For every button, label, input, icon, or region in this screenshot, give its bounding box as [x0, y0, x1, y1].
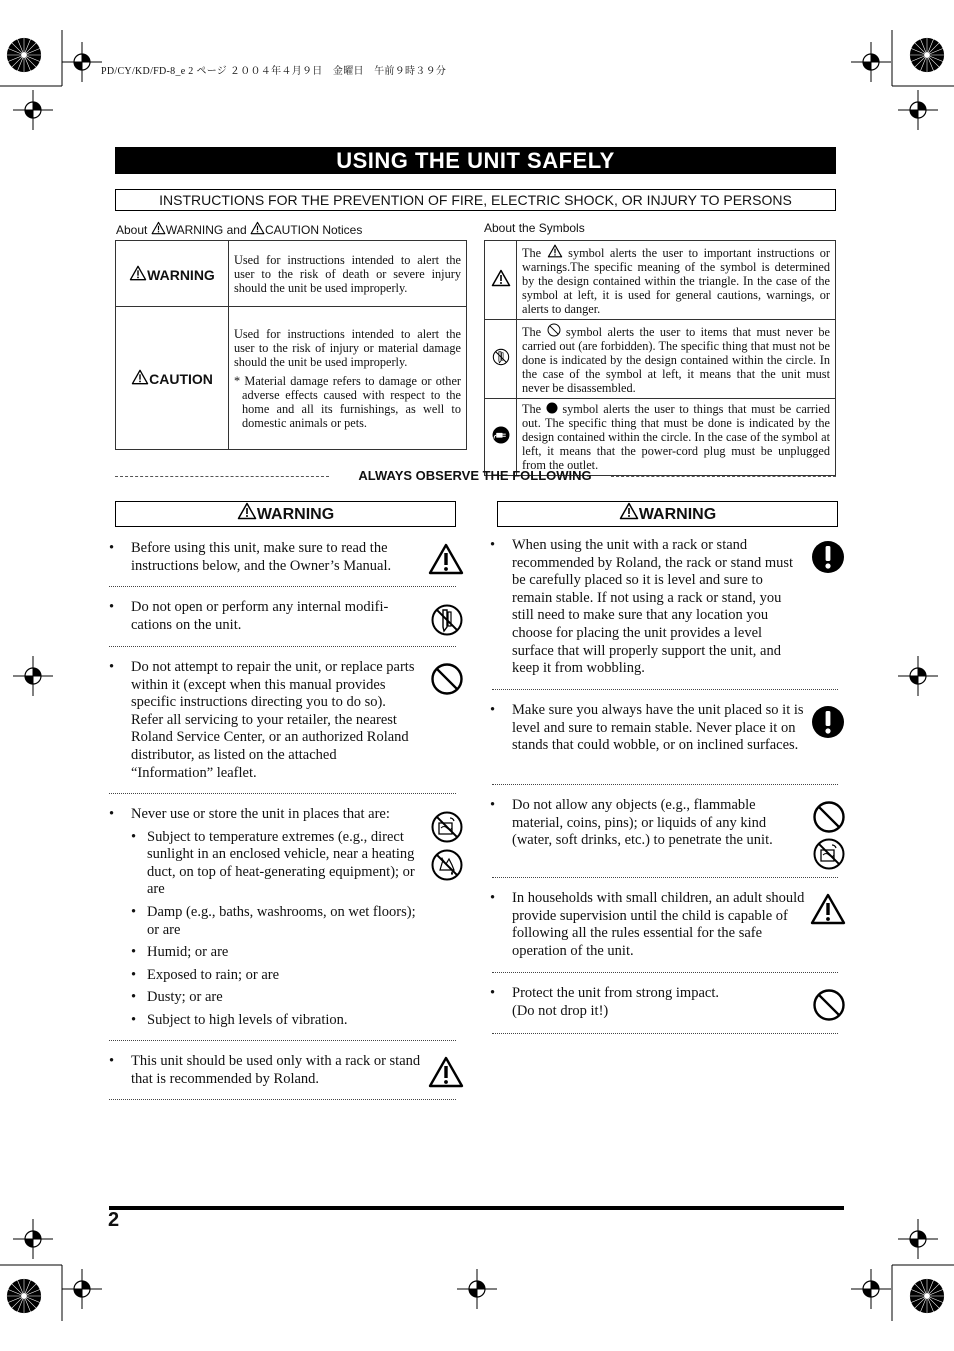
- no-disassemble-icon: [430, 603, 464, 637]
- symbol-description-1: [517, 241, 836, 320]
- symbol-description-2: [517, 320, 836, 399]
- page-title: USING THE UNIT SAFELY: [115, 147, 836, 174]
- symbol-text: symbol alerts the user to important instructions or warnings.The specific meaning of the symbol is determined by the design contained within the triangle. In the case of the symbol at left, it is used for general cautions, warnings, or alerts to danger.: [522, 246, 831, 316]
- caution-label-cell: [116, 307, 229, 450]
- item-text: Make sure you always have the unit placed so it is level and sure to remain stable. Never place it on stands that could wobble, or on inclined surfaces.: [512, 702, 804, 754]
- symbol-cell-2: [485, 320, 517, 399]
- item-text: Never use or store the unit in places that are:: [131, 806, 390, 822]
- right-warning-heading: [497, 501, 838, 527]
- notices-table: [115, 240, 467, 450]
- sub-item: • Subject to high levels of vibration.: [131, 1011, 348, 1028]
- mandatory-dot-icon: [546, 402, 558, 414]
- sub-item-text: Subject to temperature extremes (e.g., direct sunlight in an enclosed vehicle, near a heating duct, on top of heat-generating equipment); or are: [147, 828, 415, 898]
- triangle-alert-icon: [250, 221, 265, 235]
- about-suffix: Notices: [322, 223, 363, 237]
- triangle-alert-icon: [619, 502, 639, 520]
- caution-label: CAUTION: [149, 371, 213, 387]
- mandatory-icon: [811, 705, 845, 739]
- sub-item-text: Dusty; or are: [147, 989, 223, 1006]
- triangle-alert-icon: [547, 244, 563, 258]
- caution-description: Used for instructions intended to alert the user to the risk of injury or material damage should the unit be used improperly.: [234, 326, 461, 369]
- caution-note: * Material damage refers to damage or other adverse effects caused with respect to the home and all its furnishings, as well to domestic animals or pets.: [234, 373, 461, 430]
- item-text: When using the unit with a rack or stand recommended by Roland, the rack or stand must be carefully placed so it is level and sure to remain stable. If not using a rack or stand, you still need to make sure that any location you choose for placing the unit provides a level surface that will properly support the unit, and keep it from wobbling.: [512, 537, 794, 677]
- triangle-alert-icon: [131, 369, 149, 385]
- mandatory-icon: [811, 540, 845, 574]
- triangle-alert-icon: [237, 502, 257, 520]
- triangle-alert-icon: [810, 893, 846, 925]
- item-body: [512, 985, 806, 1020]
- sub-item: • Damp (e.g., baths, washrooms, on wet floors); or are: [131, 903, 416, 938]
- always-observe-heading: ALWAYS OBSERVE THE FOLLOWING: [358, 468, 592, 483]
- item-text: In households with small children, an adult should provide supervision until the child is capable of following all the rules essential for the safe operation of the unit.: [512, 890, 805, 959]
- item-text: Do not allow any objects (e.g., flammable material, coins, pins); or liquids of any kind (water, soft drinks, etc.) to penetrate the unit.: [512, 797, 773, 849]
- prohibited-icon: [547, 323, 561, 337]
- symbol-the: The: [522, 325, 542, 339]
- sub-item: • Dusty; or are: [131, 989, 223, 1006]
- symbol-cell-1: [485, 241, 517, 320]
- sub-item: • Subject to temperature extremes (e.g., direct sunlight in an enclosed vehicle, near a heating duct, on top of heat-generating equipment); or are: [131, 828, 415, 898]
- item-text: This unit should be used only with a rack or stand that is recommended by Roland.: [131, 1053, 421, 1087]
- warning-description: Used for instructions intended to alert the user to the risk of death or severe injury should the unit be used improperly.: [229, 241, 467, 307]
- prohibited-icon: [430, 662, 464, 696]
- symbol-text: symbol alerts the user to things that must be carried out. The specific thing that must be done is indicated by the design contained within the circle. In the case of the symbol at left, it means that the power-cord plug must be unplugged from the outlet.: [522, 402, 830, 472]
- warning-label: WARNING: [147, 266, 215, 283]
- triangle-alert-icon: [428, 543, 464, 575]
- symbol-text: symbol alerts the user to items that must never be carried out (are forbidden). The specific thing that must not be done is indicated by the design contained within the circle. In the case of the symbol at left, it means that the unit must never be disassembled.: [522, 325, 831, 395]
- symbol-description-3: [517, 399, 836, 476]
- warning-label-cell: [116, 241, 229, 307]
- item-text: Before using this unit, make sure to read the instructions below, and the Owner’s Manual.: [131, 540, 392, 574]
- sub-item: • Exposed to rain; or are: [131, 966, 280, 983]
- triangle-alert-icon: [151, 221, 166, 235]
- unplug-icon: [492, 426, 510, 444]
- triangle-alert-icon: [129, 265, 147, 281]
- sub-item-text: Damp (e.g., baths, washrooms, on wet floors); or are: [147, 903, 416, 938]
- about-and: and: [226, 223, 247, 237]
- about-notices-label: [116, 221, 362, 237]
- always-observe-divider: [115, 467, 836, 485]
- sub-item: • Humid; or are: [131, 944, 229, 961]
- page-subtitle: INSTRUCTIONS FOR THE PREVENTION OF FIRE, ELECTRIC SHOCK, OR INJURY TO PERSONS: [115, 189, 836, 211]
- prohibited-icon: [812, 800, 846, 834]
- footer-rule: [109, 1206, 844, 1210]
- sub-item-text: Exposed to rain; or are: [147, 966, 280, 983]
- page-number: 2: [108, 1209, 120, 1231]
- item-text: Do not open or perform any internal modifi-cations on the unit.: [131, 599, 389, 633]
- about-symbols-label: About the Symbols: [484, 221, 585, 235]
- warning-heading-text: WARNING: [256, 506, 335, 523]
- about-warning-word: WARNING: [165, 223, 224, 237]
- prohibited-icon: [812, 988, 846, 1022]
- sub-item-text: Subject to high levels of vibration.: [147, 1011, 348, 1028]
- about-prefix: About: [116, 223, 148, 237]
- item-text: Protect the unit from strong impact.: [512, 985, 719, 1001]
- symbols-table: [484, 240, 836, 476]
- no-water-icon: [430, 810, 464, 844]
- symbol-the: The: [522, 402, 542, 416]
- item-body: [131, 806, 425, 1030]
- print-header-line: PD/CY/KD/FD-8_e 2 ページ ２００４年４月９日 金曜日 午前９時３９分: [101, 66, 447, 77]
- caution-description-cell: [229, 307, 467, 450]
- sub-item-text: Humid; or are: [147, 944, 229, 961]
- triangle-alert-icon: [491, 269, 511, 287]
- warning-heading-text: WARNING: [638, 506, 717, 523]
- symbol-the: The: [522, 246, 542, 260]
- no-liquid-icon: [812, 837, 846, 871]
- left-warning-heading: [115, 501, 456, 527]
- item-text-2: (Do not drop it!): [512, 1002, 609, 1019]
- no-wet-hands-icon: [430, 848, 464, 882]
- symbol-cell-3: [485, 399, 517, 476]
- about-caution-word: CAUTION: [264, 223, 319, 237]
- triangle-alert-icon: [428, 1056, 464, 1088]
- prohibited-disassemble-icon: [492, 348, 510, 366]
- item-text: Do not attempt to repair the unit, or replace parts within it (except when this manual provides specific instructions directing you to do so). Refer all servicing to your retailer, the nearest Roland Service Center, or an authorized Roland distributor, as listed on the attached “Information” leaflet.: [131, 659, 415, 781]
